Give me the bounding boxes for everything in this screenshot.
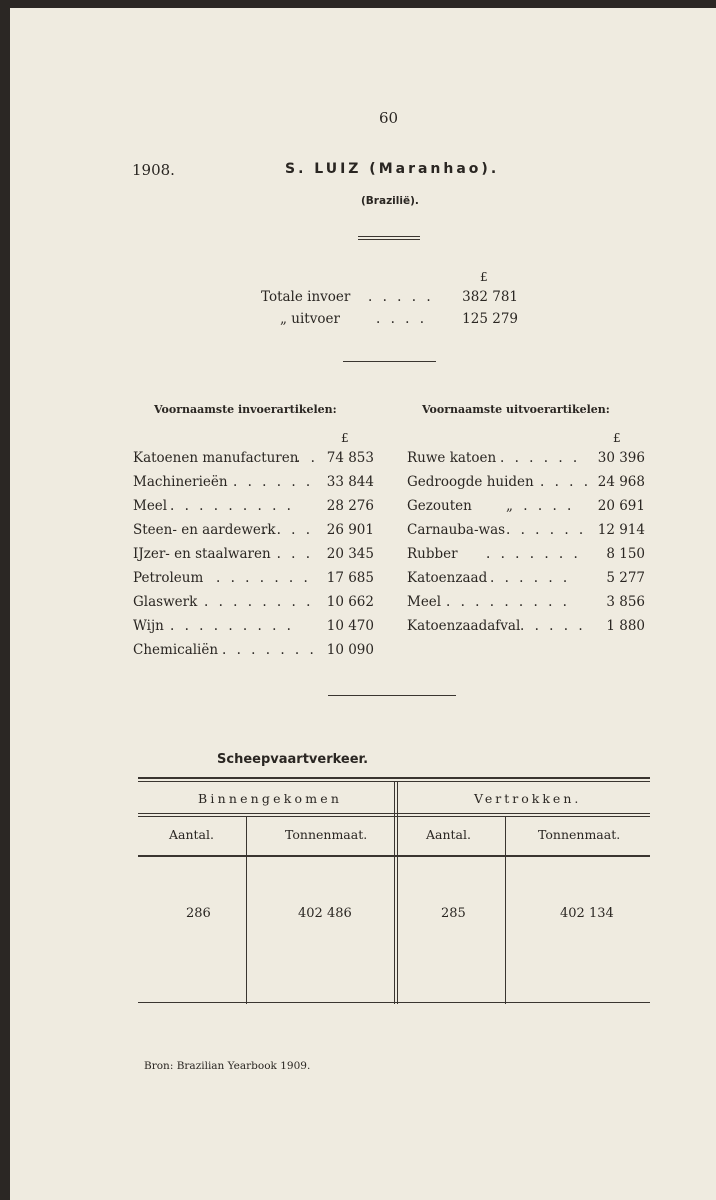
export-leader: . . . . . . . xyxy=(486,546,581,562)
export-value: 3 856 xyxy=(606,594,645,610)
col-header-in-tonnage: Tonnenmaat. xyxy=(285,827,368,842)
import-leader: . . . . xyxy=(262,546,314,562)
export-label: Gezouten xyxy=(407,498,472,514)
col-header-out-count: Aantal. xyxy=(426,827,471,842)
import-label: Petroleum xyxy=(133,570,204,586)
import-leader: . . . . . . . . xyxy=(204,594,314,610)
import-leader: . . . . . . . xyxy=(216,570,311,586)
exports-currency: £ xyxy=(613,431,621,445)
page-subtitle: (Brazilië). xyxy=(361,195,419,207)
import-label: Katoenen manufacturen xyxy=(133,450,299,466)
out-tonnage-value: 402 134 xyxy=(560,906,614,921)
total-imports-leader: . . . . . xyxy=(368,289,434,305)
group-header-out: Vertrokken. xyxy=(474,791,582,806)
import-label: IJzer- en staalwaren xyxy=(133,546,271,562)
export-value: 8 150 xyxy=(606,546,645,562)
col-divider-out xyxy=(505,817,506,1004)
import-value: 10 090 xyxy=(326,642,374,658)
import-label: Chemicaliën xyxy=(133,642,219,658)
export-leader: „ . . . . xyxy=(506,498,575,514)
total-imports-value: 382 781 xyxy=(462,289,518,305)
import-label: Glaswerk xyxy=(133,594,198,610)
export-value: 20 691 xyxy=(597,498,645,514)
export-label: Carnauba-was xyxy=(407,522,506,538)
export-value: 1 880 xyxy=(606,618,645,634)
import-value: 10 470 xyxy=(326,618,374,634)
imports-currency: £ xyxy=(341,431,349,445)
imports-heading: Voornaamste invoerartikelen: xyxy=(154,403,337,416)
import-label: Wijn xyxy=(133,618,164,634)
import-value: 74 853 xyxy=(326,450,374,466)
table-top-rule xyxy=(138,777,650,779)
import-value: 33 844 xyxy=(326,474,374,490)
import-label: Meel xyxy=(133,498,168,514)
totals-currency: £ xyxy=(480,270,488,284)
export-value: 24 968 xyxy=(597,474,645,490)
import-leader: . . . . . . . xyxy=(222,642,317,658)
out-count-value: 285 xyxy=(441,906,466,921)
import-leader: . . xyxy=(296,450,318,466)
source-note: Bron: Brazilian Yearbook 1909. xyxy=(144,1060,311,1072)
import-value: 10 662 xyxy=(326,594,374,610)
import-label: Steen- en aardewerk xyxy=(133,522,276,538)
export-leader: . . . . . xyxy=(520,618,586,634)
export-leader: . . . . . . xyxy=(500,450,581,466)
import-value: 20 345 xyxy=(326,546,374,562)
document-page xyxy=(10,8,716,1200)
export-leader: . . . . . . xyxy=(506,522,587,538)
export-leader: . . . . . . . . . xyxy=(446,594,570,610)
title-rule-2 xyxy=(358,239,420,240)
lists-rule xyxy=(328,695,456,696)
page-number: 60 xyxy=(379,109,399,127)
import-value: 28 276 xyxy=(326,498,374,514)
in-tonnage-value: 402 486 xyxy=(298,906,352,921)
export-value: 12 914 xyxy=(597,522,645,538)
title-rule xyxy=(358,236,420,237)
import-value: 17 685 xyxy=(326,570,374,586)
export-label: Katoenzaad xyxy=(407,570,488,586)
export-label: Gedroogde huiden xyxy=(407,474,534,490)
col-divider-in xyxy=(246,817,247,1004)
import-leader: . . . . . . . . . xyxy=(170,618,294,634)
in-count-value: 286 xyxy=(186,906,211,921)
export-label: Ruwe katoen xyxy=(407,450,497,466)
col-header-in-count: Aantal. xyxy=(169,827,214,842)
page-title: S. LUIZ (Maranhao). xyxy=(285,161,500,177)
export-value: 30 396 xyxy=(597,450,645,466)
group-rule-2 xyxy=(138,816,650,817)
import-leader: . . . . xyxy=(262,522,314,538)
import-label: Machinerieën xyxy=(133,474,228,490)
table-bottom-rule xyxy=(138,1002,650,1003)
total-imports-label: Totale invoer xyxy=(261,289,351,305)
import-value: 26 901 xyxy=(326,522,374,538)
group-rule xyxy=(138,813,650,814)
group-header-in: Binnengekomen xyxy=(198,791,343,806)
export-leader: . . . . xyxy=(540,474,592,490)
export-leader: . . . . . . xyxy=(490,570,571,586)
import-leader: . . . . . . . . . xyxy=(170,498,294,514)
export-label: Katoenzaadafval xyxy=(407,618,521,634)
total-exports-label: „ uitvoer xyxy=(280,311,340,327)
export-label: Rubber xyxy=(407,546,458,562)
export-value: 5 277 xyxy=(606,570,645,586)
import-leader: . . . . . . xyxy=(233,474,314,490)
exports-heading: Voornaamste uitvoerartikelen: xyxy=(422,403,610,416)
header-rule xyxy=(138,855,650,857)
shipping-heading: Scheepvaartverkeer. xyxy=(217,752,369,767)
total-exports-value: 125 279 xyxy=(462,311,518,327)
col-header-out-tonnage: Tonnenmaat. xyxy=(538,827,621,842)
totals-rule xyxy=(343,361,436,362)
year-label: 1908. xyxy=(132,161,175,179)
total-exports-leader: . . . . xyxy=(376,311,428,327)
export-label: Meel xyxy=(407,594,442,610)
